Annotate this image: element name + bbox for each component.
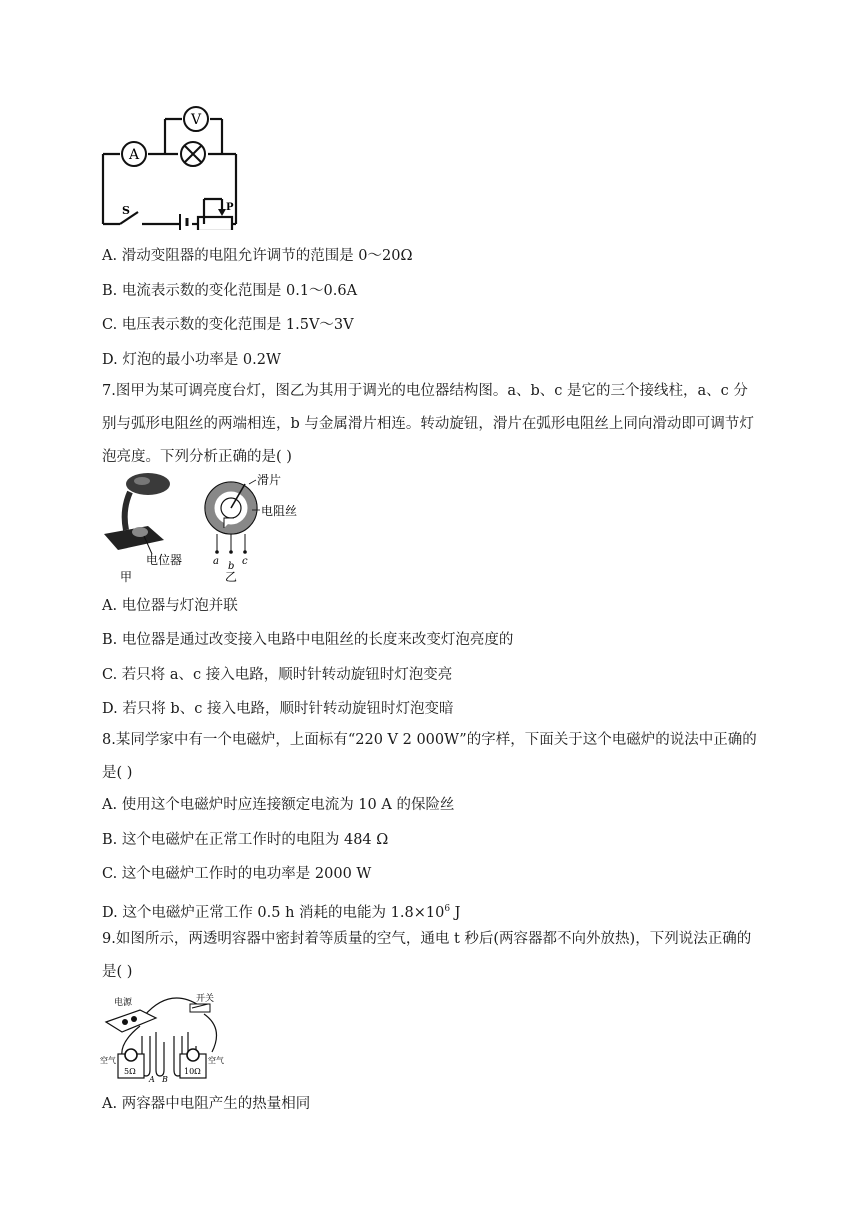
q8-option-b: B. 这个电磁炉在正常工作时的电阻为 484 Ω bbox=[102, 832, 389, 848]
q8-option-a: A. 使用这个电磁炉时应连接额定电流为 10 A 的保险丝 bbox=[102, 797, 455, 813]
q8-stem: 8.某同学家中有一个电磁炉，上面标有“220 V 2 000W”的字样，下面关于这个电磁炉的说法中正确的是( ) bbox=[102, 732, 757, 781]
ammeter-symbol bbox=[122, 142, 146, 166]
q7-option-c: C. 若只将 a、c 接入电路，顺时针转动旋钮时灯泡变亮 bbox=[102, 667, 453, 683]
q9-stem: 9.如图所示，两透明容器中密封着等质量的空气，通电 t 秒后(两容器都不向外放热)，下列说法正确的是( ) bbox=[102, 931, 752, 980]
terminal-a: a bbox=[213, 556, 219, 567]
tube-b-label: B bbox=[162, 1075, 168, 1082]
switch-label-9: 开关 bbox=[196, 994, 215, 1004]
q6-option-a: A. 滑动变阻器的电阻允许调节的范围是 0～20Ω bbox=[102, 248, 413, 264]
label-resistance-wire: 电阻丝 bbox=[261, 504, 298, 518]
q6-option-c: C. 电压表示数的变化范围是 1.5V～3V bbox=[102, 317, 354, 333]
slider-label: P bbox=[226, 202, 234, 213]
circuit-diagram bbox=[100, 104, 250, 230]
q6-option-d: D. 灯泡的最小功率是 0.2W bbox=[102, 352, 281, 368]
q6-option-b: B. 电流表示数的变化范围是 0.1～0.6A bbox=[102, 283, 358, 299]
tube-a-label: A bbox=[149, 1075, 155, 1082]
label-slider: 滑片 bbox=[257, 473, 282, 487]
switch-device bbox=[190, 1004, 210, 1012]
resistor-10-label: 10Ω bbox=[184, 1067, 201, 1076]
switch-label: S bbox=[122, 204, 130, 217]
q8-option-c: C. 这个电磁炉工作时的电功率是 2000 W bbox=[102, 866, 372, 882]
q9-option-a: A. 两容器中电阻产生的热量相同 bbox=[102, 1096, 311, 1112]
heating-apparatus-figure bbox=[100, 992, 240, 1082]
q7-stem: 7.图甲为某可调亮度台灯，图乙为其用于调光的电位器结构图。a、b、c 是它的三个接线柱，a、c 分别与弧形电阻丝的两端相连，b 与金属滑片相连。转动旋钮，滑片在弧形电阻丝上同向滑动即可调节灯泡亮度。下列分析正确的是( ) bbox=[102, 383, 754, 465]
voltmeter-symbol bbox=[184, 107, 208, 131]
label-jia: 甲 bbox=[120, 570, 133, 584]
svg-text:A: A bbox=[128, 147, 140, 163]
q7-option-d: D. 若只将 b、c 接入电路，顺时针转动旋钮时灯泡变暗 bbox=[102, 701, 454, 717]
lamp-symbol bbox=[181, 142, 205, 166]
power-label: 电源 bbox=[114, 998, 133, 1008]
terminal-c: c bbox=[242, 556, 248, 567]
resistor-5-label: 5Ω bbox=[124, 1067, 136, 1076]
label-potentiometer: 电位器 bbox=[146, 553, 183, 567]
terminal-b: b bbox=[228, 561, 235, 572]
desk-lamp-illustration bbox=[104, 473, 170, 554]
q8-option-d: D. 这个电磁炉正常工作 0.5 h 消耗的电能为 $1.8\times 10^6$ J bbox=[102, 904, 461, 921]
label-yi: 乙 bbox=[225, 570, 238, 584]
air-right-label: 空气 bbox=[208, 1056, 224, 1065]
potentiometer-figure bbox=[100, 470, 320, 586]
q7-option-a: A. 电位器与灯泡并联 bbox=[102, 598, 238, 614]
power-supply bbox=[106, 1010, 156, 1032]
svg-text:V: V bbox=[190, 112, 202, 128]
q7-option-b: B. 电位器是通过改变接入电路中电阻丝的长度来改变灯泡亮度的 bbox=[102, 632, 514, 648]
air-left-label: 空气 bbox=[100, 1056, 116, 1065]
potentiometer-diagram bbox=[205, 480, 260, 554]
